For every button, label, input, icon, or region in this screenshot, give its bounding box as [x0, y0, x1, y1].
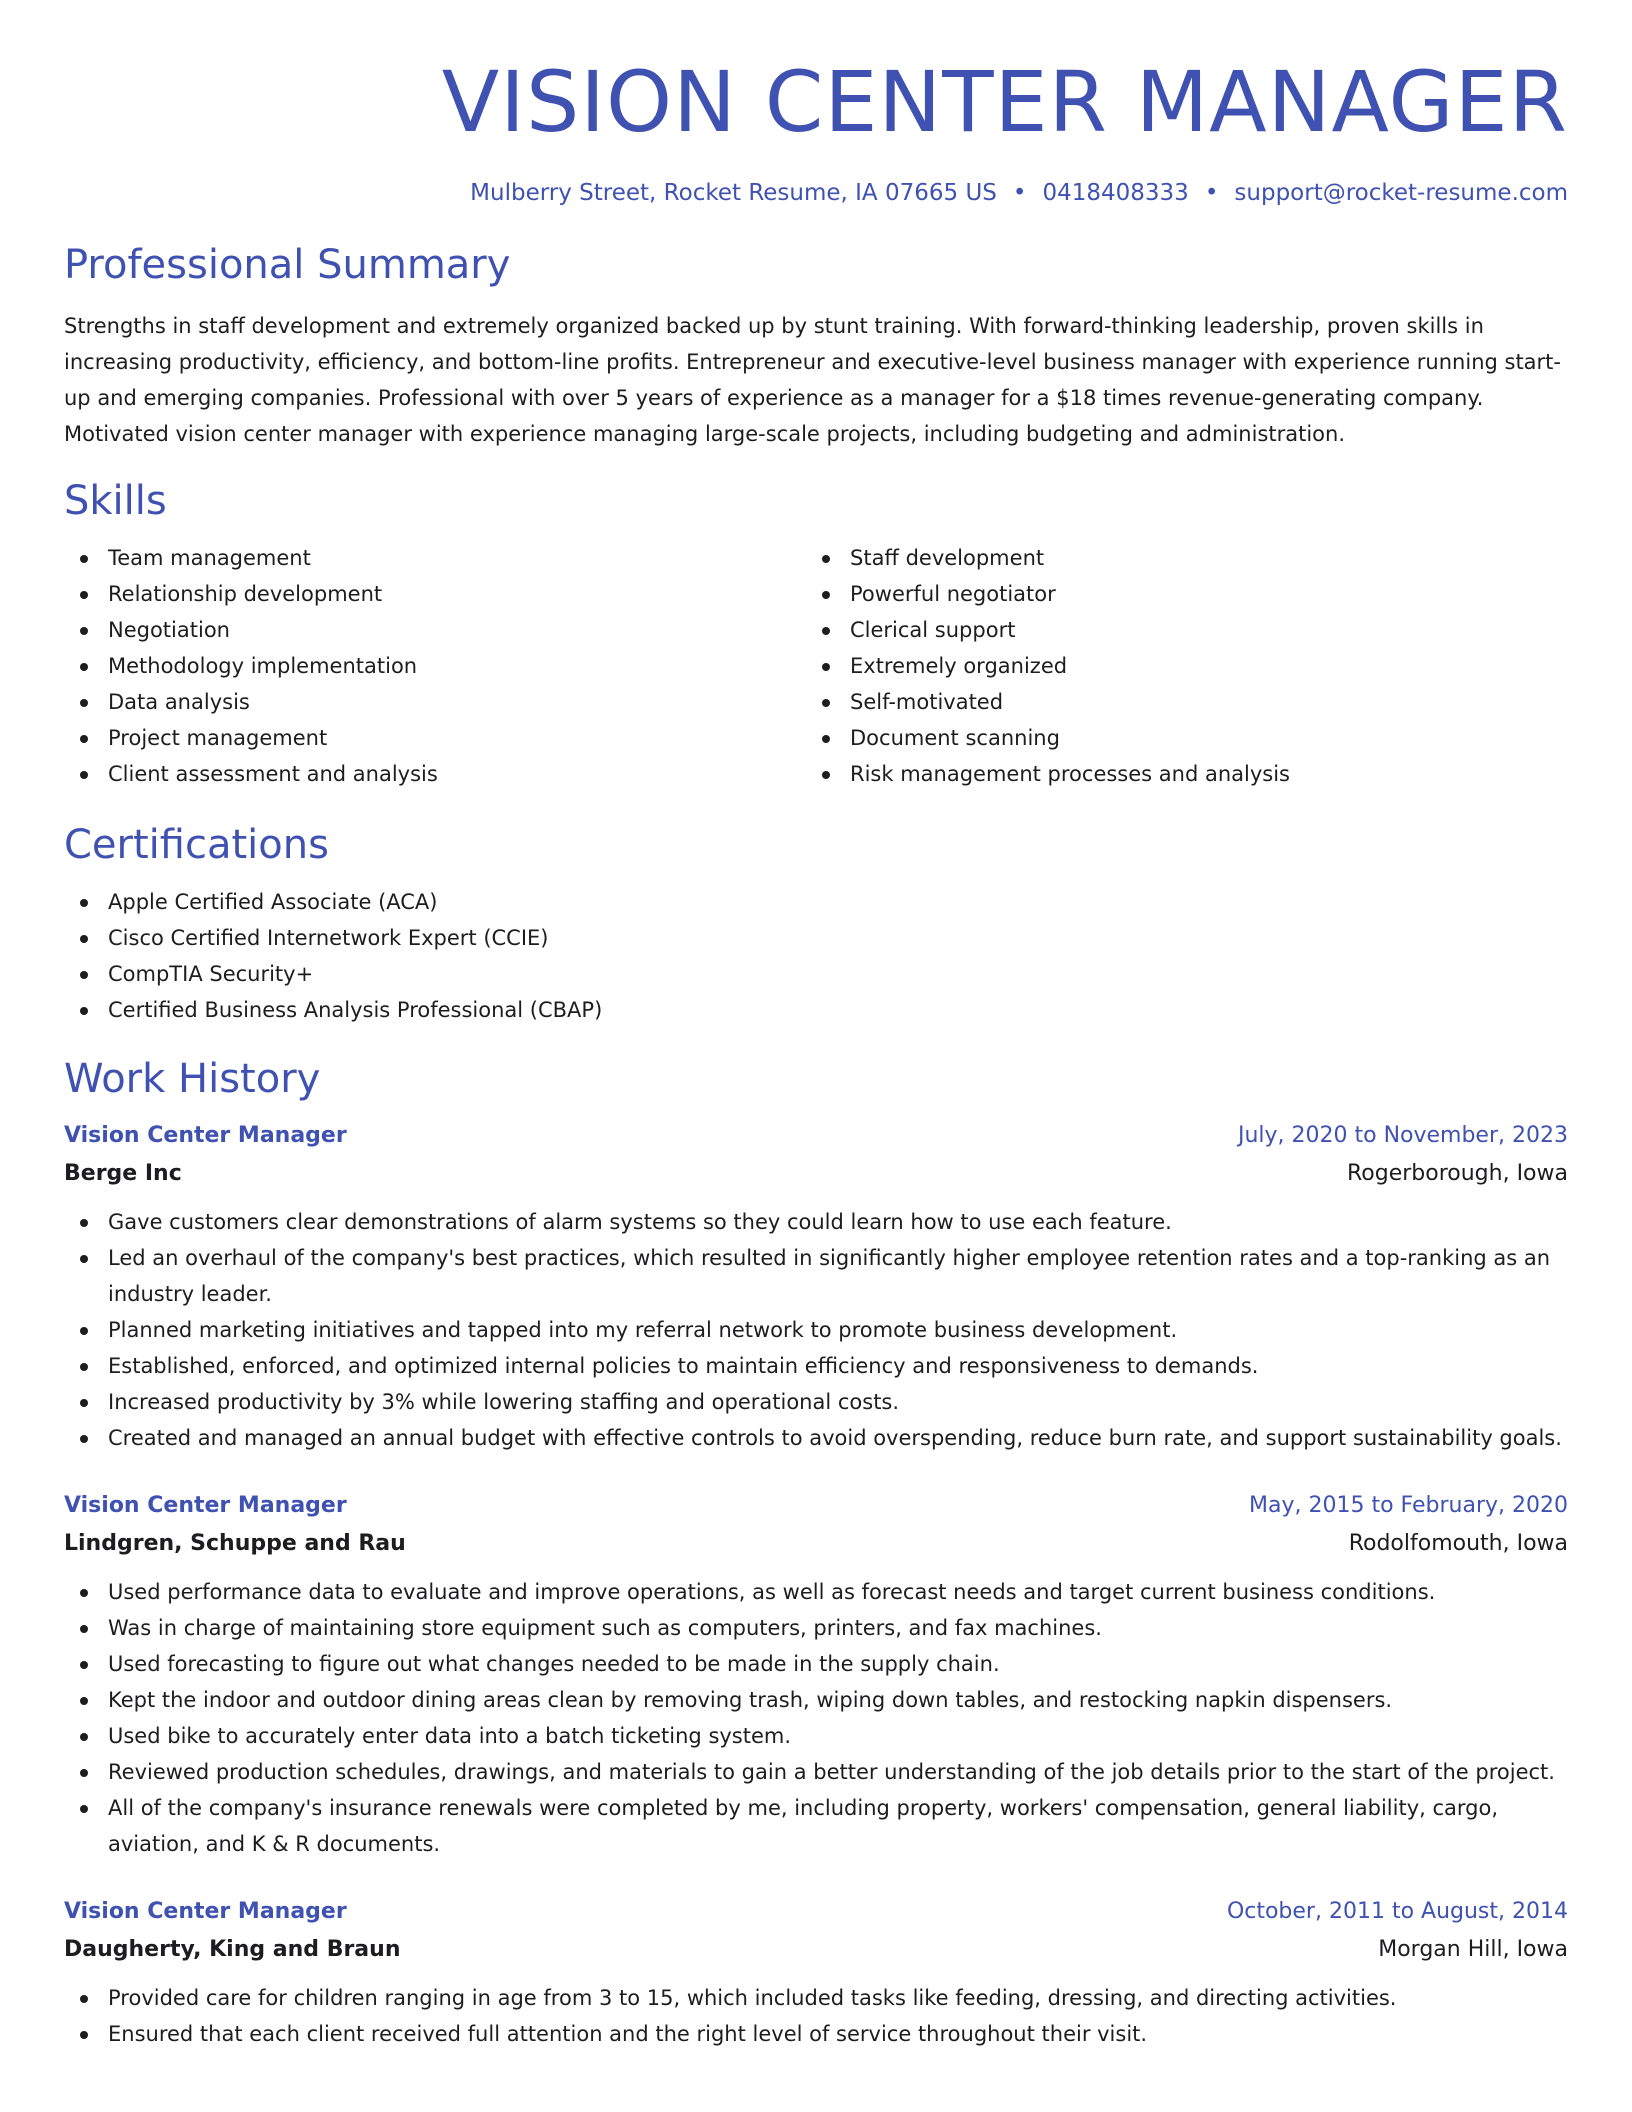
job-location: Morgan Hill, Iowa	[1378, 1937, 1568, 1962]
job-bullet: Led an overhaul of the company's best practices, which resulted in significantly higher employee retention rates and a top-ranking as an industry leader.	[64, 1240, 1568, 1312]
job-entry	[64, 1488, 1568, 1862]
skills-list-right	[806, 540, 1568, 792]
job-bullet: Established, enforced, and optimized internal policies to maintain efficiency and responsiveness to demands.	[64, 1348, 1568, 1384]
skill-item: Extremely organized	[806, 648, 1568, 684]
job-role: Vision Center Manager	[64, 1123, 347, 1148]
job-bullet: Increased productivity by 3% while lowering staffing and operational costs.	[64, 1384, 1568, 1420]
job-list	[64, 1118, 1568, 2052]
resume-page	[64, 0, 1568, 2112]
skills-grid	[64, 540, 1568, 792]
job-bullets	[64, 1574, 1568, 1862]
job-bullet: Ensured that each client received full attention and the right level of service throughout their visit.	[64, 2016, 1568, 2052]
skill-item: Project management	[64, 720, 806, 756]
contact-separator: •	[1012, 180, 1027, 206]
job-bullet: Planned marketing initiatives and tapped into my referral network to promote business development.	[64, 1312, 1568, 1348]
job-bullet: All of the company's insurance renewals were completed by me, including property, workers' compensation, general liability, cargo, aviation, and K & R documents.	[64, 1790, 1568, 1862]
skills-list-left	[64, 540, 806, 792]
skill-item: Self-motivated	[806, 684, 1568, 720]
job-location: Rogerborough, Iowa	[1346, 1161, 1568, 1186]
certification-item: Apple Certified Associate (ACA)	[64, 884, 1568, 920]
skill-item: Document scanning	[806, 720, 1568, 756]
contact-email[interactable]: support@rocket-resume.com	[1234, 180, 1568, 206]
skill-item: Clerical support	[806, 612, 1568, 648]
job-company: Daugherty, King and Braun	[64, 1937, 401, 1962]
job-bullet: Reviewed production schedules, drawings, and materials to gain a better understanding of the job details prior to the start of the project.	[64, 1754, 1568, 1790]
job-header	[64, 1118, 1568, 1154]
job-role: Vision Center Manager	[64, 1899, 347, 1924]
job-subheader	[64, 1930, 1568, 1970]
job-bullet: Used bike to accurately enter data into a batch ticketing system.	[64, 1718, 1568, 1754]
job-bullets	[64, 1204, 1568, 1456]
work-history-heading: Work History	[64, 1056, 321, 1102]
job-company: Lindgren, Schuppe and Rau	[64, 1531, 406, 1556]
skill-item: Team management	[64, 540, 806, 576]
job-bullet: Provided care for children ranging in age from 3 to 15, which included tasks like feeding, dressing, and directing activities.	[64, 1980, 1568, 2016]
resume-title: VISION CENTER MANAGER	[441, 53, 1568, 151]
skill-item: Risk management processes and analysis	[806, 756, 1568, 792]
certifications-heading: Certifications	[64, 822, 329, 868]
certification-item: Certified Business Analysis Professional (CBAP)	[64, 992, 1568, 1028]
job-bullet: Used performance data to evaluate and improve operations, as well as forecast needs and target current business conditions.	[64, 1574, 1568, 1610]
skill-item: Relationship development	[64, 576, 806, 612]
skill-item: Client assessment and analysis	[64, 756, 806, 792]
summary-text: Strengths in staff development and extremely organized backed up by stunt training. With forward-thinking leadership, proven skills in increasing productivity, efficiency, and bottom-line profits. Entrepreneur and executive-level business manager with experience running start-up and emerging companies. Professional with over 5 years of experience as a manager for a $18 times revenue-generating company. Motivated vision center manager with experience managing large-scale projects, including budgeting and administration.	[64, 314, 1561, 446]
contact-separator: •	[1204, 180, 1219, 206]
contact-line	[64, 178, 1568, 208]
job-header	[64, 1488, 1568, 1524]
job-entry	[64, 1118, 1568, 1456]
job-bullet: Kept the indoor and outdoor dining areas clean by removing trash, wiping down tables, and restocking napkin dispensers.	[64, 1682, 1568, 1718]
skill-item: Staff development	[806, 540, 1568, 576]
certification-item: CompTIA Security+	[64, 956, 1568, 992]
job-bullet: Used forecasting to figure out what changes needed to be made in the supply chain.	[64, 1646, 1568, 1682]
job-location: Rodolfomouth, Iowa	[1348, 1531, 1568, 1556]
skills-heading: Skills	[64, 478, 167, 524]
job-dates: July, 2020 to November, 2023	[1237, 1123, 1568, 1148]
job-subheader	[64, 1154, 1568, 1194]
job-subheader	[64, 1524, 1568, 1564]
contact-address: Mulberry Street, Rocket Resume, IA 07665 US	[470, 180, 997, 206]
certifications-list	[64, 884, 1568, 1028]
job-dates: October, 2011 to August, 2014	[1226, 1899, 1568, 1924]
contact-phone: 0418408333	[1042, 180, 1189, 206]
skill-item: Negotiation	[64, 612, 806, 648]
job-bullet: Gave customers clear demonstrations of alarm systems so they could learn how to use each feature.	[64, 1204, 1568, 1240]
summary-heading: Professional Summary	[64, 242, 511, 288]
skill-item: Methodology implementation	[64, 648, 806, 684]
job-bullets	[64, 1980, 1568, 2052]
job-bullet: Created and managed an annual budget with effective controls to avoid overspending, reduce burn rate, and support sustainability goals.	[64, 1420, 1568, 1456]
job-company: Berge Inc	[64, 1161, 182, 1186]
job-header	[64, 1894, 1568, 1930]
certification-item: Cisco Certified Internetwork Expert (CCIE)	[64, 920, 1568, 956]
job-bullet: Was in charge of maintaining store equipment such as computers, printers, and fax machines.	[64, 1610, 1568, 1646]
job-entry	[64, 1894, 1568, 2052]
skill-item: Powerful negotiator	[806, 576, 1568, 612]
job-role: Vision Center Manager	[64, 1493, 347, 1518]
job-dates: May, 2015 to February, 2020	[1249, 1493, 1568, 1518]
skill-item: Data analysis	[64, 684, 806, 720]
